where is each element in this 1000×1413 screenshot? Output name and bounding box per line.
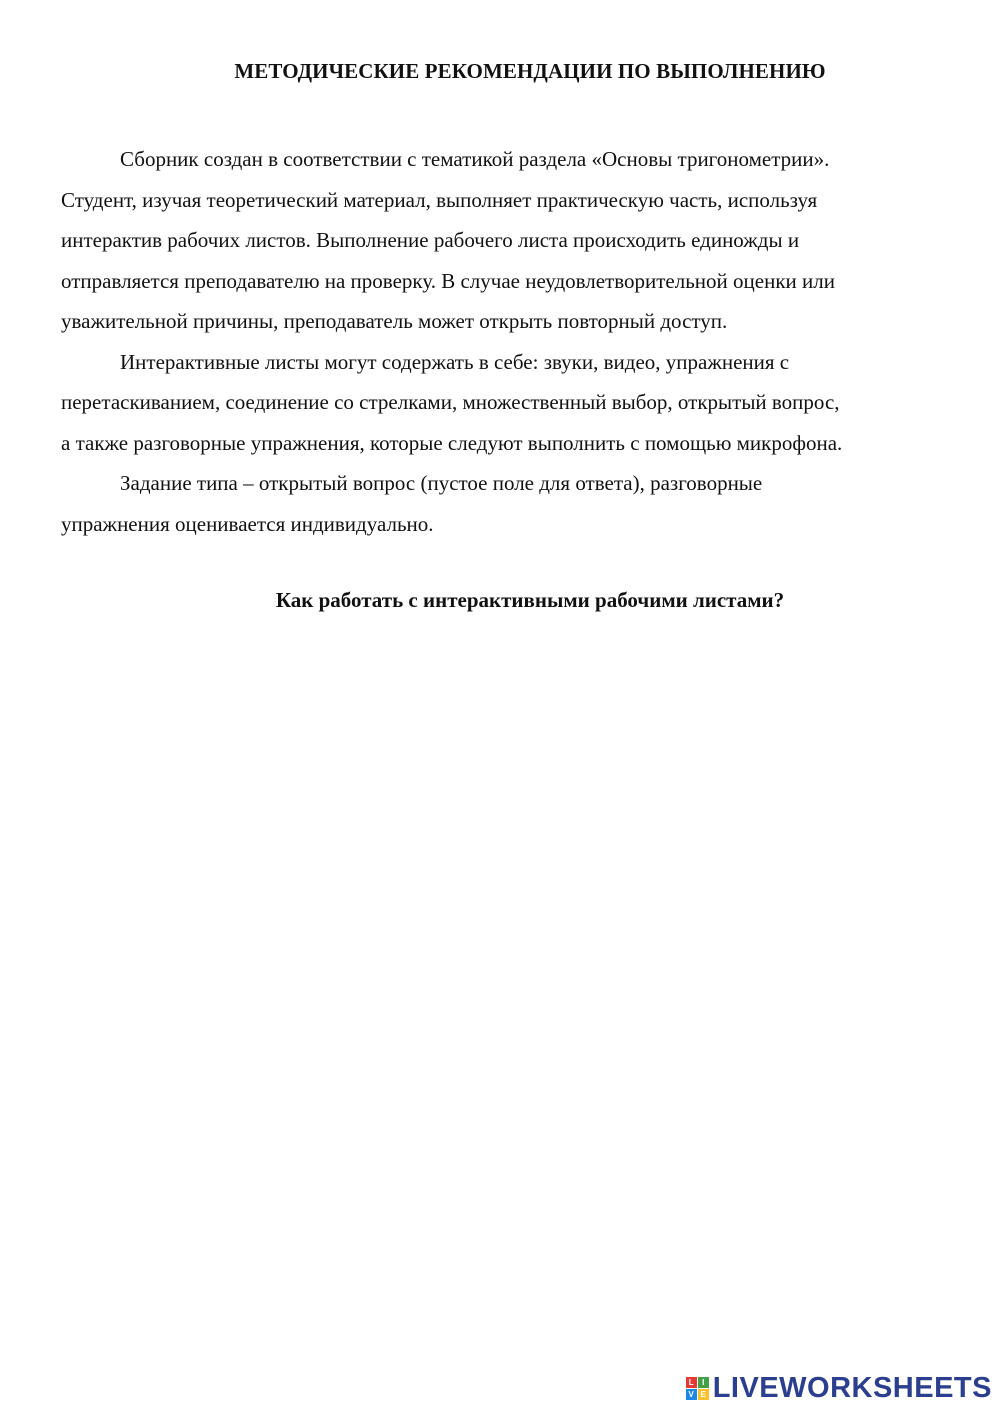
watermark-text: LIVEWORKSHEETS — [712, 1372, 992, 1404]
logo-letter-e: E — [698, 1389, 709, 1400]
document-body — [61, 139, 946, 544]
paragraph-line: перетаскиванием, соединение со стрелками, множественный выбор, открытый вопрос, — [61, 390, 840, 414]
section-heading: Как работать с интерактивными рабочими листами? — [275, 588, 785, 612]
logo-letter-l: L — [686, 1377, 697, 1388]
logo-letter-i: I — [698, 1377, 709, 1388]
paragraph-line: отправляется преподавателю на проверку. В случае неудовлетворительной оценки или — [61, 268, 835, 293]
logo-letter-v: V — [686, 1389, 697, 1400]
paragraph-line: интерактив рабочих листов. Выполнение рабочего листа происходить единожды и — [61, 228, 800, 252]
paragraph-line: Интерактивные листы могут содержать в себе: звуки, видео, упражнения с — [120, 349, 790, 374]
paragraph-line: Задание типа – открытый вопрос (пустое поле для ответа), разговорные — [120, 471, 763, 495]
paragraph-line: Студент, изучая теоретический материал, выполняет практическую часть, используя — [61, 187, 818, 212]
page-title: МЕТОДИЧЕСКИЕ РЕКОМЕНДАЦИИ ПО ВЫПОЛНЕНИЮ — [234, 59, 826, 83]
liveworksheets-watermark — [686, 1372, 992, 1405]
liveworksheets-logo-icon — [686, 1377, 709, 1400]
paragraph-line: Сборник создан в соответствии с тематикой раздела «Основы тригонометрии». — [120, 147, 830, 171]
paragraph-line: уважительной причины, преподаватель может открыть повторный доступ. — [61, 309, 728, 333]
paragraph-line: а также разговорные упражнения, которые следуют выполнить с помощью микрофона. — [61, 430, 843, 455]
paragraph-line: упражнения оценивается индивидуально. — [61, 511, 434, 536]
